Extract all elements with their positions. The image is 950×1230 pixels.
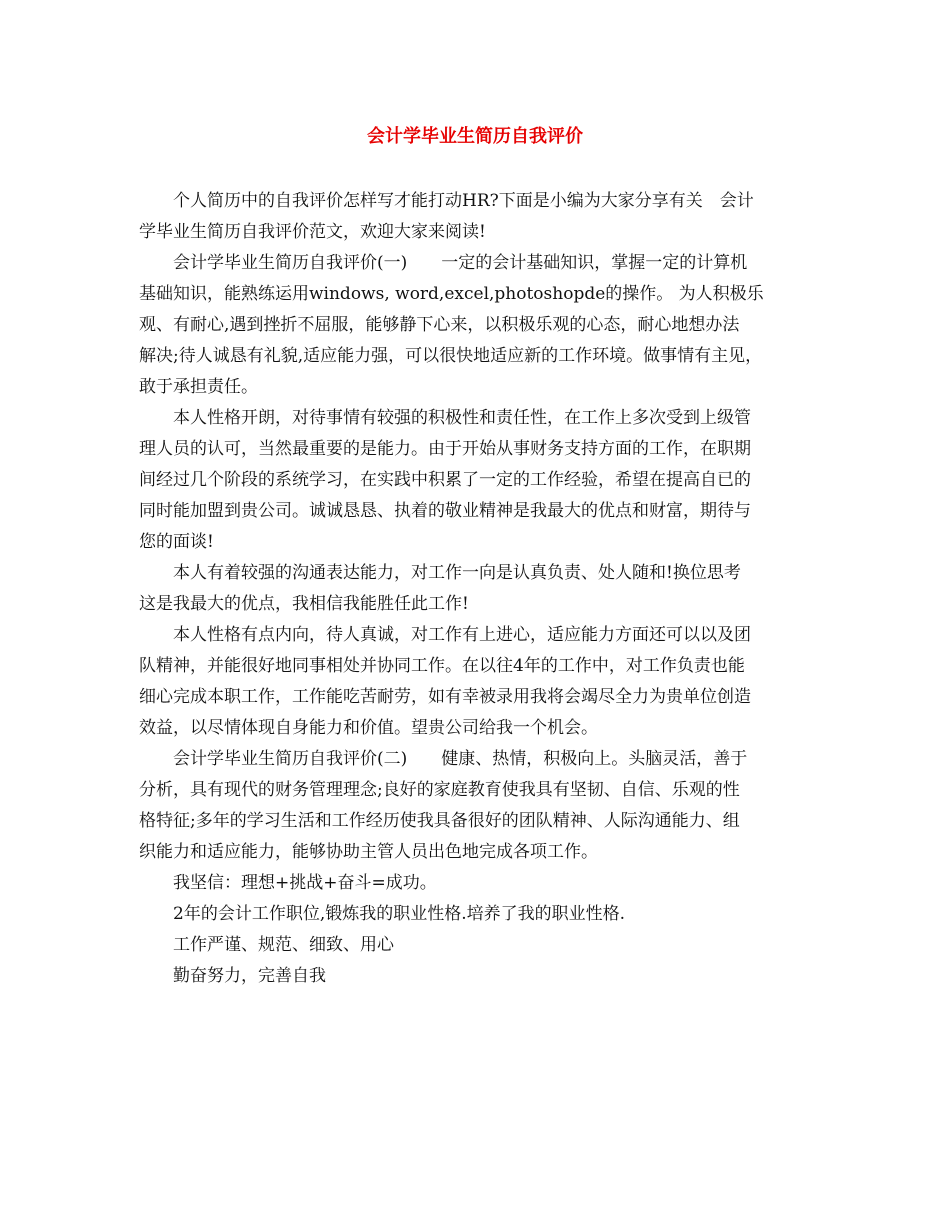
text-line: 效益，以尽情体现自身能力和价值。望贵公司给我一个机会。: [139, 718, 598, 738]
text-line: 敢于承担责任。: [139, 377, 258, 397]
text-line: 本人性格开朗，对待事情有较强的积极性和责任性，在工作上多次受到上级管: [173, 408, 751, 428]
paragraph-personality: [139, 403, 817, 558]
text-line: 会计学毕业生简历自我评价(二) 健康、热情，积极向上。头脑灵活，善于: [173, 749, 748, 769]
text-line: 队精神，并能很好地同事相处并协同工作。在以往4年的工作中，对工作负责也能: [139, 656, 745, 676]
text-line: 本人性格有点内向，待人真诚，对工作有上进心，适应能力方面还可以以及团: [173, 625, 751, 645]
text-line: 分析，具有现代的财务管理理念;良好的家庭教育使我具有坚韧、自信、乐观的性: [139, 780, 740, 800]
text-line: 基础知识，能熟练运用windows, word,excel,photoshopde的操作。 为人积极乐: [139, 284, 764, 304]
text-line: 织能力和适应能力，能够协助主管人员出色地完成各项工作。: [139, 842, 598, 862]
text-line: 理人员的认可，当然最重要的是能力。由于开始从事财务支持方面的工作，在职期: [139, 439, 751, 459]
document-body: [139, 186, 817, 992]
text-line: 个人简历中的自我评价怎样写才能打动HR?下面是小编为大家分享有关 会计: [173, 191, 754, 211]
paragraph-communication: [139, 558, 817, 620]
work-attitude-line: 工作严谨、规范、细致、用心: [173, 935, 394, 955]
text-line: 格特征;多年的学习生活和工作经历使我具备很好的团队精神、人际沟通能力、组: [139, 811, 740, 831]
experience-line: 2年的会计工作职位,锻炼我的职业性格.培养了我的职业性格.: [173, 904, 626, 924]
document-title: 会计学毕业生简历自我评价: [367, 126, 583, 147]
paragraph-evaluation-one: [139, 248, 817, 403]
text-line: 细心完成本职工作，工作能吃苦耐劳，如有幸被录用我将会竭尽全力为贵单位创造: [139, 687, 751, 707]
text-line: 同时能加盟到贵公司。诚诚恳恳、执着的敬业精神是我最大的优点和财富，期待与: [139, 501, 751, 521]
text-line: 您的面谈!: [139, 532, 214, 552]
text-line: 会计学毕业生简历自我评价(一) 一定的会计基础知识，掌握一定的计算机: [173, 253, 748, 273]
paragraph-intro: [139, 186, 817, 248]
text-line: 学毕业生简历自我评价范文，欢迎大家来阅读!: [139, 222, 486, 242]
text-line: 观、有耐心,遇到挫折不屈服，能够静下心来，以积极乐观的心态，耐心地想办法: [139, 315, 740, 335]
text-line: 本人有着较强的沟通表达能力，对工作一向是认真负责、处人随和!换位思考: [173, 563, 741, 583]
paragraph-evaluation-two: [139, 744, 817, 868]
motto-line: 我坚信：理想+挑战+奋斗=成功。: [173, 873, 437, 893]
text-line: 解决;待人诚恳有礼貌,适应能力强，可以很快地适应新的工作环境。做事情有主见，: [139, 346, 763, 366]
text-line: 这是我最大的优点，我相信我能胜任此工作!: [139, 594, 469, 614]
self-improvement-line: 勤奋努力，完善自我: [173, 966, 326, 986]
text-line: 间经过几个阶段的系统学习，在实践中积累了一定的工作经验，希望在提高自已的: [139, 470, 751, 490]
paragraph-introvert: [139, 620, 817, 744]
